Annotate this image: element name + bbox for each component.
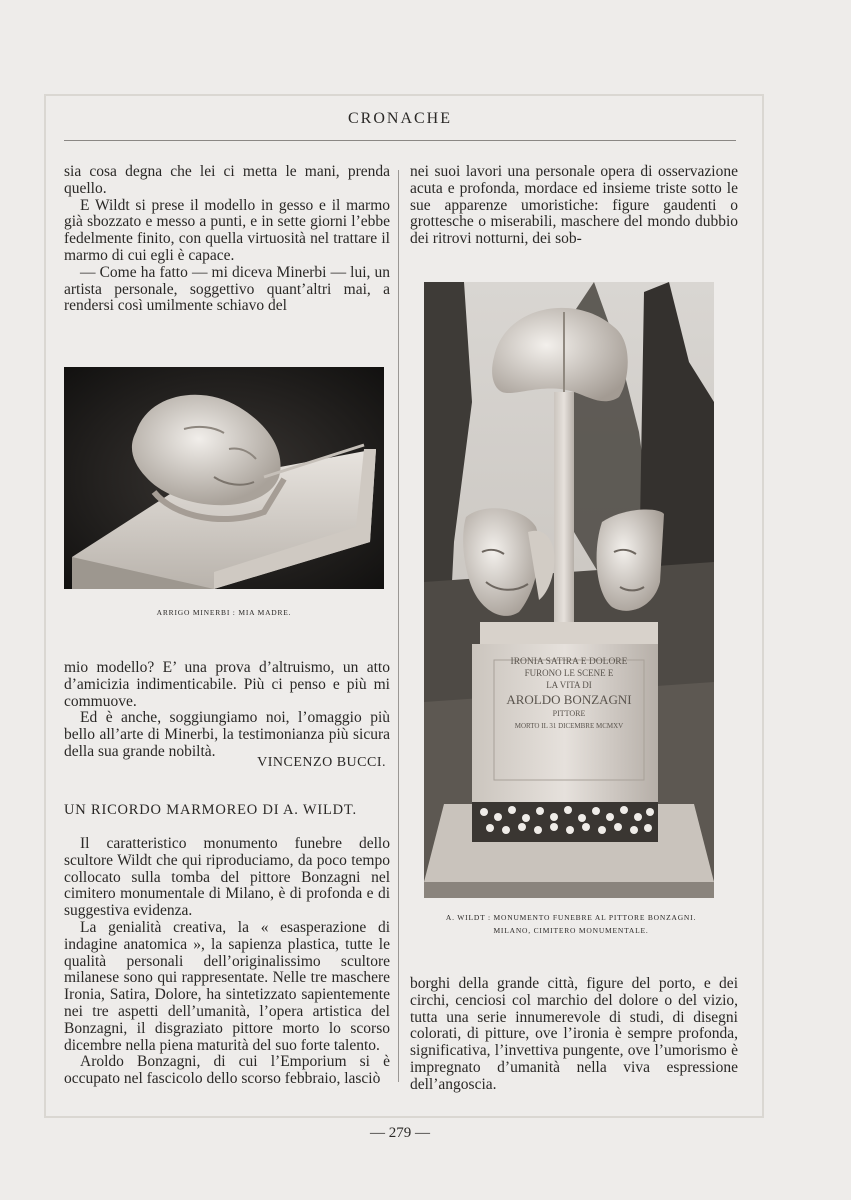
paragraph: Aroldo Bonzagni, di cui l’Emporium si è occupato nel fascicolo dello scorso febbraio, lasciò — [64, 1053, 390, 1088]
inscription-line: PITTORE — [552, 709, 586, 718]
page-number: — 279 — — [370, 1125, 430, 1141]
paragraph: Ed è anche, soggiungiamo noi, l’omaggio più bello all’arte di Minerbi, la testimonianza più sicura della sua grande nobiltà. — [64, 709, 390, 760]
left-middle-text — [64, 660, 390, 761]
paragraph: E Wildt si prese il modello in gesso e il marmo già sbozzato e messo a punti, e in sette giorni l’ebbe fedelmente finito, con quella virtuosità nel trattare il marmo di cui egli è capace. — [64, 196, 390, 264]
section-title: UN RICORDO MARMOREO DI A. WILDT. — [64, 802, 357, 818]
left-top-text — [64, 164, 390, 315]
inscription-line: MORTO IL 31 DICEMBRE MCMXV — [514, 722, 624, 730]
paragraph: — Come ha fatto — mi diceva Minerbi — lui, un artista personale, soggettivo quant’altri mai, a rendersi così umilmente schiavo del — [64, 263, 390, 315]
caption-line: A. WILDT : MONUMENTO FUNEBRE AL PITTORE BONZAGNI. — [445, 913, 697, 922]
left-bottom-text — [64, 836, 390, 1088]
photo-minerbi-mia-madre — [64, 367, 384, 589]
inscription-line: AROLDO BONZAGNI — [506, 692, 632, 707]
inscription-line: IRONIA SATIRA E DOLORE — [510, 657, 628, 667]
photo-wildt-monument — [424, 282, 714, 898]
paragraph: borghi della grande città, figure del porto, e dei circhi, cenciosi col marchio del dolore o del vizio, tutta una serie innumerevole di studi, di disegni colorati, di pitture, ove l’ironia è sempre profonda, significativa, l’invettiva pungente, ove l’umorismo è impregnato d’umanità nella viva espressione dell’angoscia. — [410, 975, 738, 1093]
monument-illustration — [424, 282, 714, 898]
paragraph: mio modello? E’ una prova d’altruismo, un atto d’amicizia indimenticabile. Più ci penso e più mi commuove. — [64, 659, 390, 710]
paragraph: nei suoi lavori una personale opera di osservazione acuta e profonda, mordace ed insieme triste sotto le sue apparenze umoristiche: figure gaudenti o grottesche o miserabili, maschere del mondo dubbio dei ritrovi notturni, dei sob- — [410, 163, 738, 248]
paragraph: La genialità creativa, la « esasperazione di indagine anatomica », la sapienza plastica, tutte le qualità personali dell’originalissimo scultore milanese sono qui rappresentate. Nelle tre maschere Ironia, Satira, Dolore, ha sintetizzato sapientemente nei tre aspetti dell’umanità, l’opera artistica del Bonzagni, il disgraziato pittore morto lo scorso dicembre nella piena maturità del suo forte talento. — [64, 918, 390, 1054]
running-head: CRONACHE — [347, 110, 452, 127]
figure-caption — [410, 911, 732, 937]
column-divider — [398, 170, 399, 1082]
inscription-line: FURONO LE SCENE E — [524, 668, 614, 678]
right-bottom-text — [410, 976, 738, 1094]
header-rule — [64, 140, 736, 141]
paragraph: sia cosa degna che lei ci metta le mani, prenda quello. — [64, 163, 390, 197]
sculpture-head-illustration — [64, 367, 384, 589]
caption-line: MILANO, CIMITERO MONUMENTALE. — [493, 926, 649, 935]
right-top-text — [410, 164, 738, 248]
author-signature: VINCENZO BUCCI. — [257, 755, 386, 770]
figure-caption: ARRIGO MINERBI : MIA MADRE. — [156, 608, 292, 617]
paragraph: Il caratteristico monumento funebre dello scultore Wildt che qui riproduciamo, da poco tempo collocato sulla tomba del pittore Bonzagni nel cimitero monumentale di Milano, è di profonda e di suggestiva evidenza. — [64, 835, 390, 920]
inscription-line: LA VITA DI — [546, 680, 592, 690]
